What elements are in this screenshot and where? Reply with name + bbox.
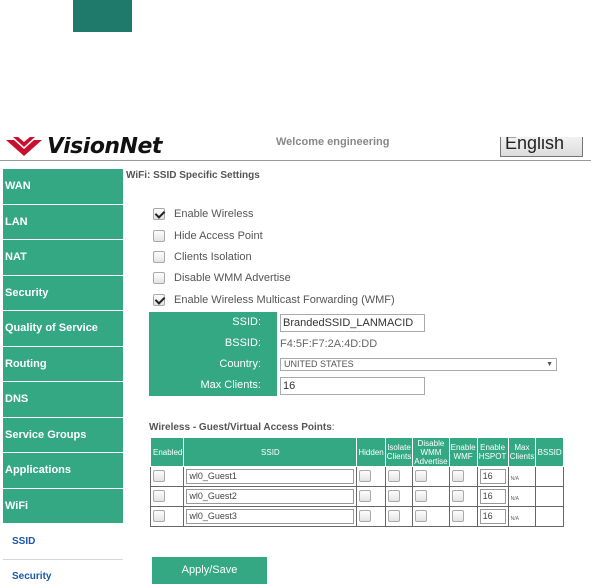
guest2-bssid: N/A (510, 495, 519, 502)
header-banner (0, 137, 591, 161)
col-isolate-clients: Isolate Clients (385, 438, 413, 467)
guest3-enabled-checkbox[interactable] (153, 510, 165, 522)
guest1-disable-wmm-checkbox[interactable] (415, 470, 427, 482)
guest-ap-header-row (151, 438, 564, 467)
country-select[interactable] (280, 358, 557, 371)
option-enable-wmf[interactable] (153, 292, 395, 308)
enable-wmf-label: Enable Wireless Multicast Forwarding (WMF) (174, 294, 395, 306)
guest-ap-table (150, 437, 564, 527)
ssid-settings-form (149, 312, 561, 396)
sidebar-item-routing[interactable]: Routing (3, 347, 123, 383)
guest1-max-clients-input[interactable]: 16 (480, 469, 506, 484)
sidebar-nav (3, 169, 123, 584)
sidebar-item-dns[interactable]: DNS (3, 382, 123, 418)
language-select[interactable]: English (500, 137, 583, 157)
enable-wireless-label: Enable Wireless (174, 208, 254, 220)
top-decorative-square (73, 0, 132, 32)
col-enable-wmf: Enable WMF (449, 438, 477, 467)
bssid-value: F4:5F:F7:2A:4D:DD (280, 337, 378, 350)
guest-ap-title-text: Wireless - Guest/Virtual Access Points (149, 422, 332, 433)
guest1-ssid-input[interactable]: wl0_Guest1 (186, 469, 354, 484)
guest-ap-title (149, 422, 335, 433)
guest2-hidden-checkbox[interactable] (359, 490, 371, 502)
col-hidden: Hidden (357, 438, 385, 467)
guest3-max-clients-input[interactable]: 16 (480, 509, 506, 524)
hide-access-point-label: Hide Access Point (174, 230, 263, 242)
country-row (149, 354, 561, 375)
ssid-input[interactable] (280, 314, 425, 332)
dropdown-arrow-icon: ▼ (546, 361, 553, 368)
sidebar-item-security[interactable]: Security (3, 276, 123, 312)
enable-wireless-checkbox[interactable] (153, 208, 165, 220)
sidebar-subitem-ssid[interactable]: SSID (3, 524, 123, 560)
brand-logo (4, 137, 162, 161)
option-clients-isolation[interactable] (153, 249, 252, 265)
clients-isolation-label: Clients Isolation (174, 251, 252, 263)
sidebar-subitem-security[interactable]: Security (3, 560, 123, 584)
option-hide-access-point[interactable] (153, 228, 263, 244)
max-clients-row (149, 375, 561, 396)
sidebar-item-wan[interactable]: WAN (3, 169, 123, 205)
col-bssid: BSSID (536, 438, 564, 467)
guest2-ssid-input[interactable]: wl0_Guest2 (186, 489, 354, 504)
sidebar-item-lan[interactable]: LAN (3, 205, 123, 241)
disable-wmm-label: Disable WMM Advertise (174, 272, 291, 284)
guest2-max-clients-input[interactable]: 16 (480, 489, 506, 504)
col-ssid: SSID (184, 438, 357, 467)
guest3-ssid-input[interactable]: wl0_Guest3 (186, 509, 354, 524)
col-enabled: Enabled (151, 438, 184, 467)
guest1-enabled-checkbox[interactable] (153, 470, 165, 482)
col-enable-hspot: Enable HSPOT (477, 438, 508, 467)
table-row (151, 487, 564, 507)
apply-save-button[interactable]: Apply/Save (152, 557, 267, 584)
welcome-text: Welcome engineering (276, 137, 390, 148)
max-clients-input[interactable] (280, 377, 425, 395)
sidebar-item-qos[interactable]: Quality of Service (3, 311, 123, 347)
table-row (151, 507, 564, 527)
bssid-row (149, 333, 561, 354)
enable-wmf-checkbox[interactable] (153, 294, 165, 306)
logo-mark-icon (4, 137, 44, 158)
guest1-enable-wmf-checkbox[interactable] (452, 470, 464, 482)
hide-access-point-checkbox[interactable] (153, 230, 165, 242)
sidebar-item-nat[interactable]: NAT (3, 240, 123, 276)
option-disable-wmm[interactable] (153, 270, 291, 286)
guest1-isolate-checkbox[interactable] (388, 470, 400, 482)
guest-ap-title-suffix: : (331, 422, 335, 433)
guest3-disable-wmm-checkbox[interactable] (415, 510, 427, 522)
ssid-label: SSID: (149, 312, 277, 333)
table-row (151, 467, 564, 487)
guest3-hidden-checkbox[interactable] (359, 510, 371, 522)
page-title: WiFi: SSID Specific Settings (126, 170, 260, 181)
ssid-row (149, 312, 561, 333)
guest2-isolate-checkbox[interactable] (388, 490, 400, 502)
country-selected-value: UNITED STATES (284, 359, 354, 369)
sidebar-item-applications[interactable]: Applications (3, 453, 123, 489)
bssid-label: BSSID: (149, 333, 277, 354)
clients-isolation-checkbox[interactable] (153, 251, 165, 263)
sidebar-item-wifi[interactable]: WiFi (3, 489, 123, 525)
disable-wmm-checkbox[interactable] (153, 272, 165, 284)
sidebar-item-service-groups[interactable]: Service Groups (3, 418, 123, 454)
guest2-enable-wmf-checkbox[interactable] (452, 490, 464, 502)
guest2-enabled-checkbox[interactable] (153, 490, 165, 502)
guest3-enable-wmf-checkbox[interactable] (452, 510, 464, 522)
guest2-disable-wmm-checkbox[interactable] (415, 490, 427, 502)
max-clients-label: Max Clients: (149, 375, 277, 396)
guest3-bssid: N/A (510, 515, 519, 522)
guest1-hidden-checkbox[interactable] (359, 470, 371, 482)
col-disable-wmm: Disable WMM Advertise (414, 438, 448, 466)
option-enable-wireless[interactable] (153, 206, 253, 222)
logo-text: VisionNet (47, 137, 162, 159)
country-label: Country: (149, 354, 277, 375)
guest1-bssid: N/A (510, 475, 519, 482)
col-max-clients: Max Clients (508, 438, 536, 467)
guest3-isolate-checkbox[interactable] (388, 510, 400, 522)
